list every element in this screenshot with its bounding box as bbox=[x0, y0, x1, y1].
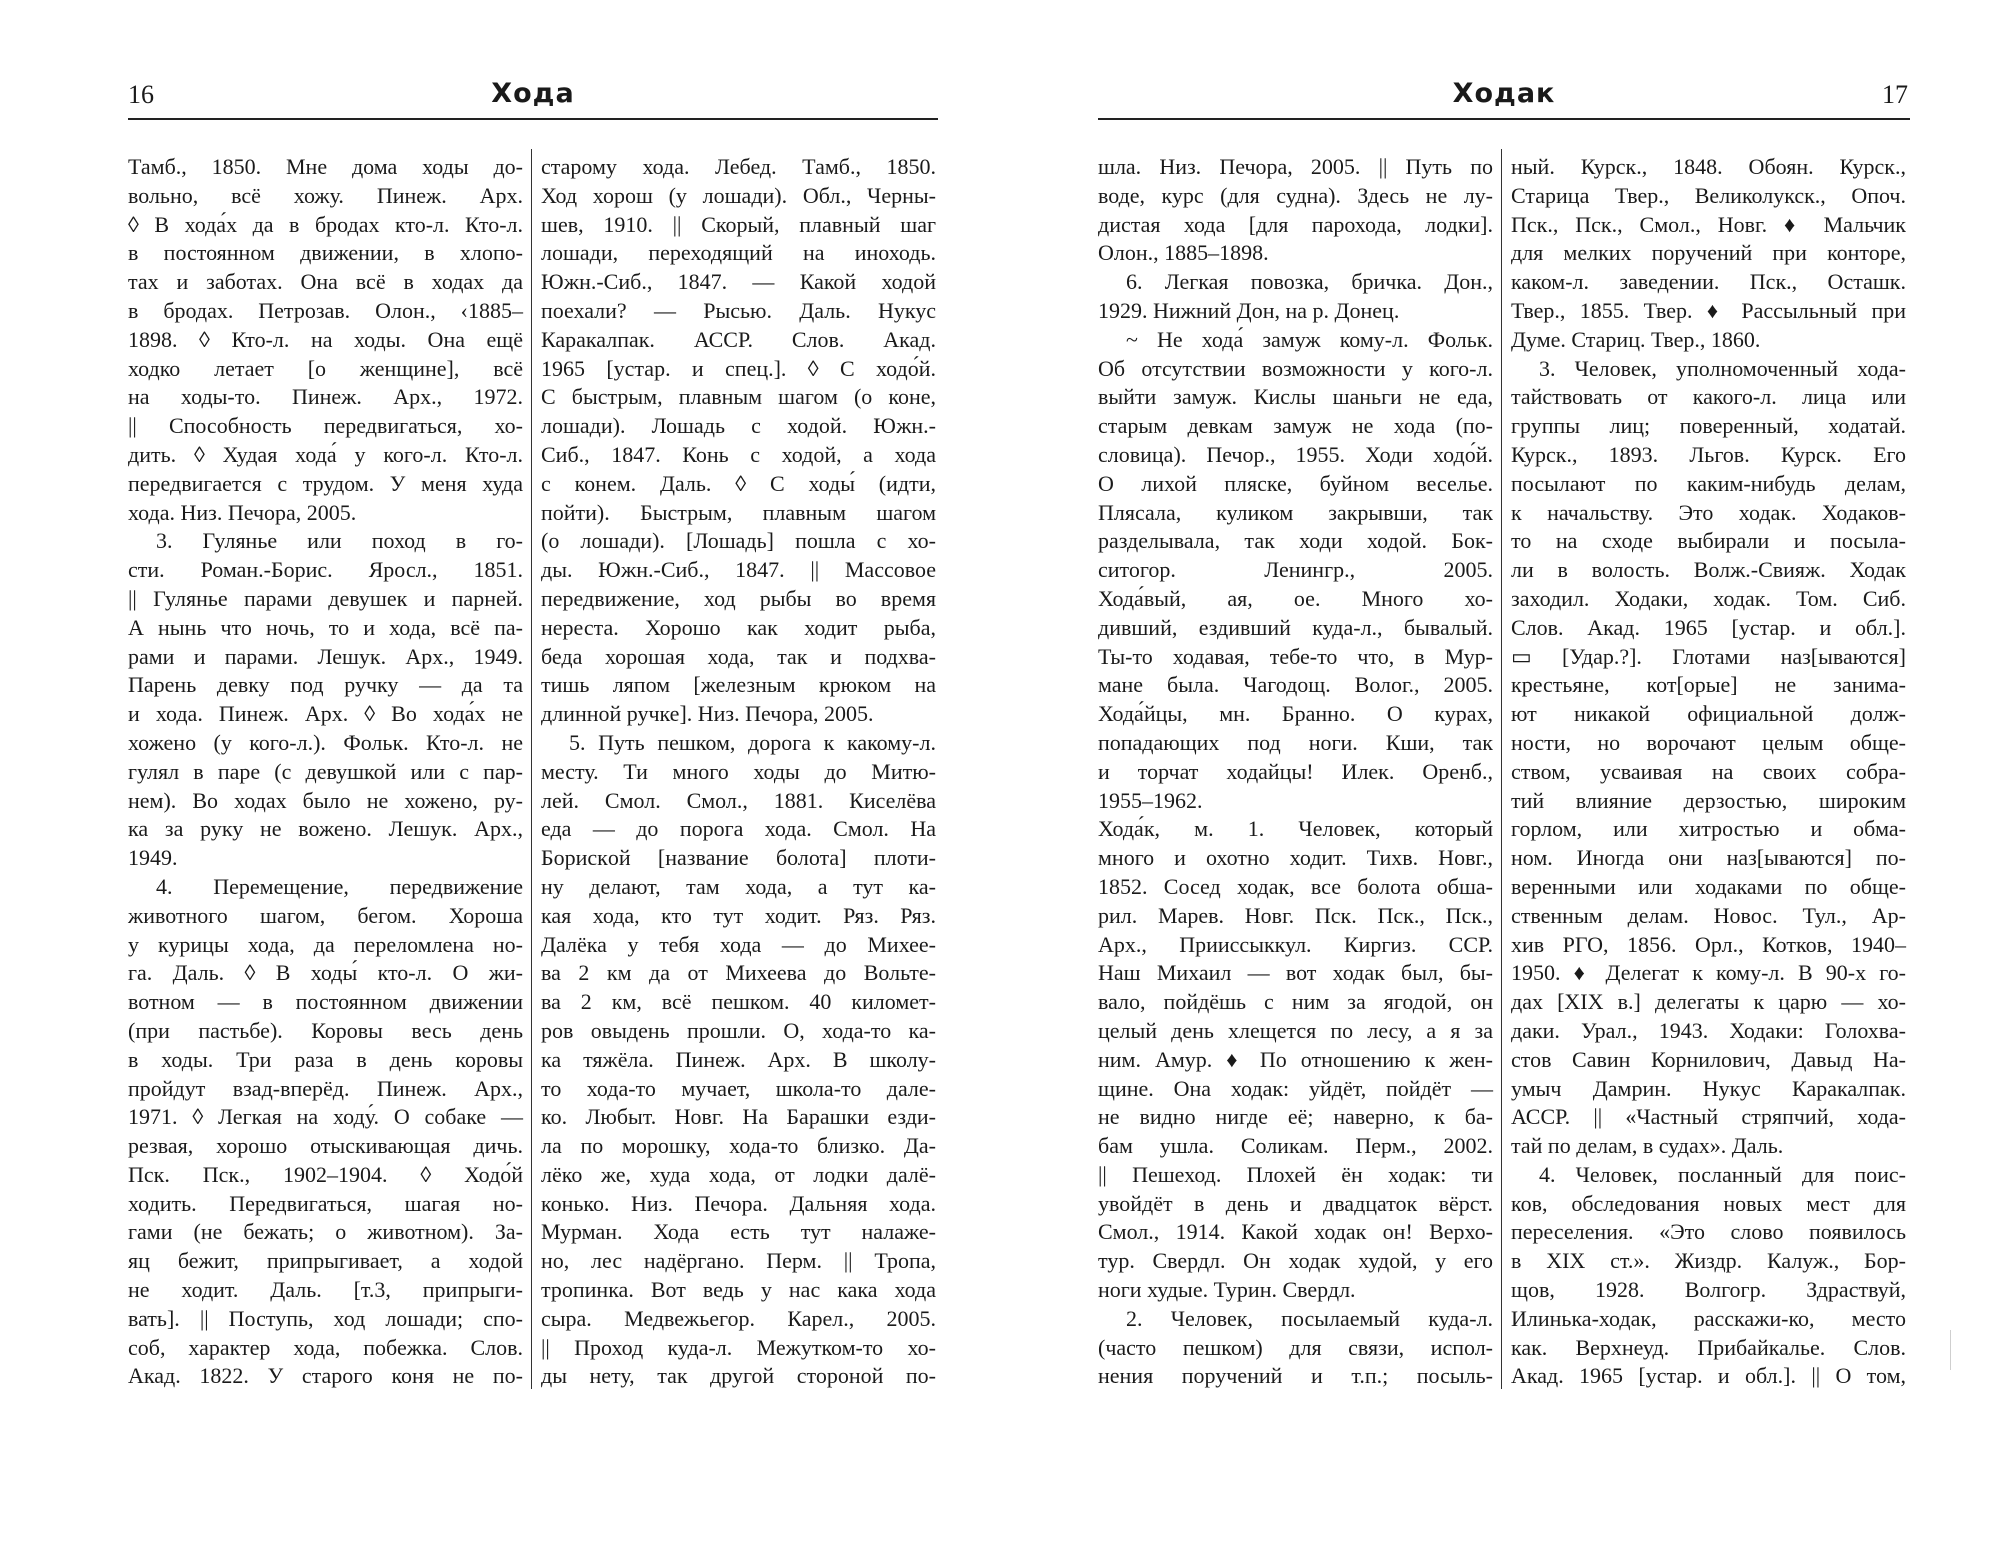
text-line: целый день хлещется по лесу, а я за bbox=[1098, 1017, 1493, 1043]
right-page bbox=[1098, 0, 1910, 1413]
text-line: 4. Человек, посланный для поис- bbox=[1539, 1161, 1906, 1187]
text-line: ва 2 км да от Михеева до Вольте- bbox=[541, 960, 936, 986]
text-line: гами (не бежать; о животном). За- bbox=[128, 1219, 523, 1245]
text-line: ном. Иногда они наз[ываются] по- bbox=[1511, 845, 1906, 871]
running-head-left bbox=[128, 78, 938, 120]
text-line: вотном — в постоянном движении bbox=[128, 989, 523, 1015]
text-line: стов Савин Корнилович, Давыд На- bbox=[1511, 1046, 1906, 1072]
text-line: Тамб., 1850. Мне дома ходы до- bbox=[128, 154, 523, 179]
guide-word-left: Хода bbox=[491, 78, 575, 109]
text-line: горлом, или хитростью и обма- bbox=[1511, 816, 1906, 842]
text-line: ним. Амур. ♦ По отношению к жен- bbox=[1098, 1046, 1493, 1072]
text-line: ко. Любыт. Новг. На Барашки езди- bbox=[541, 1104, 936, 1130]
text-line: хода. Низ. Печора, 2005. bbox=[128, 499, 357, 525]
text-line: соб, характер хода, побежка. Слов. bbox=[128, 1334, 523, 1360]
text-line: шев, 1910. || Скорый, плавный шаг bbox=[541, 211, 936, 237]
text-line: Борискoй [название болота] плоти- bbox=[541, 845, 936, 871]
text-line: ка за руку не вожено. Лешук. Арх., bbox=[128, 816, 523, 842]
text-line: га. Даль. ◊ В ходы́ кто-л. О жи- bbox=[128, 960, 523, 986]
text-line: хив РГО, 1856. Орл., Котков, 1940– bbox=[1511, 931, 1906, 957]
text-line: передвигается с трудом. У меня худа bbox=[128, 470, 523, 496]
text-line: тайствовать от какого-л. лица или bbox=[1511, 384, 1906, 410]
text-line: ный. Курск., 1848. Обоян. Курск., bbox=[1511, 154, 1906, 179]
text-line: разделывала, так ходи ходой. Бок- bbox=[1098, 528, 1493, 554]
text-line: крестьяне, кот[орые] не занима- bbox=[1511, 672, 1906, 698]
text-line: 3. Человек, уполномоченный хода- bbox=[1539, 355, 1906, 381]
text-line: 1965 [устар. и спец.]. ◊ С ходо́й. bbox=[541, 355, 936, 381]
text-line: Парень девку под ручку — да та bbox=[128, 672, 523, 698]
text-line: передвижение, ход рыбы во время bbox=[541, 585, 936, 611]
text-line: Наш Михаил — вот ходак был, бы- bbox=[1098, 960, 1493, 986]
text-line: || Пешеход. Плохей ён ходак: ти bbox=[1098, 1161, 1493, 1187]
text-line: но, лес надёргано. Перм. || Тропа, bbox=[541, 1248, 936, 1274]
text-line: веренными или ходаками по обще- bbox=[1511, 873, 1906, 899]
text-line: в XIX ст.». Жиздр. Калуж., Бор- bbox=[1511, 1248, 1906, 1274]
text-line: Об отсутствии возможности у кого-л. bbox=[1098, 355, 1493, 381]
text-line: Каракалпак. АССР. Слов. Акад. bbox=[541, 326, 936, 352]
right-page-column-2 bbox=[1511, 153, 1906, 1391]
text-line: 1955–1962. bbox=[1098, 787, 1203, 813]
text-line: шла. Низ. Печора, 2005. || Путь по bbox=[1098, 154, 1493, 179]
text-line: нения поручений и т.п.; посыль- bbox=[1098, 1363, 1493, 1389]
text-line: Олон., 1885–1898. bbox=[1098, 240, 1269, 266]
text-line: нереста. Хорошо как ходит рыба, bbox=[541, 614, 936, 640]
text-line: еда — до порога хода. Смол. На bbox=[541, 816, 936, 842]
text-line: тропинка. Вот ведь у нас кака хода bbox=[541, 1277, 936, 1303]
text-line: ▭ [Удар.?]. Глотами наз[ываются] bbox=[1511, 643, 1906, 669]
text-line: || Способность передвигаться, хо- bbox=[128, 413, 523, 439]
text-line: ва 2 км, всё пешком. 40 километ- bbox=[541, 989, 936, 1015]
text-line: (при пастьбе). Коровы весь день bbox=[128, 1017, 523, 1043]
text-line: 1971. ◊ Легкая на ходу́. О собаке — bbox=[128, 1104, 523, 1130]
text-line: вать]. || Поступь, ход лошади; спо- bbox=[128, 1305, 523, 1331]
text-line: ности, но ворочают целым общe- bbox=[1511, 729, 1906, 755]
text-line: тишь ляпом [железным крюком на bbox=[541, 672, 936, 698]
text-line: рил. Марев. Новг. Пск. Пск., Пск., bbox=[1098, 902, 1493, 928]
left-page-column-1 bbox=[128, 153, 523, 1391]
text-line: пройдут взад-вперёд. Пинеж. Арх., bbox=[128, 1075, 523, 1101]
guide-word-right: Ходак bbox=[1452, 78, 1556, 109]
left-page-columns bbox=[128, 153, 938, 1413]
text-line: Хода́вый, ая, ое. Много хо- bbox=[1098, 585, 1493, 611]
page-number-right: 17 bbox=[1882, 80, 1908, 109]
text-line: || Гулянье парами девушек и парней. bbox=[128, 585, 523, 611]
text-line: Арх., Прииссыккул. Киргиз. ССР. bbox=[1098, 931, 1493, 957]
text-line: пойти). Быстрым, плавным шагом bbox=[541, 499, 936, 525]
text-line: Акад. 1965 [устар. и обл.]. || О том, bbox=[1511, 1363, 1906, 1389]
text-line: к начальству. Это ходак. Ходаков- bbox=[1511, 499, 1906, 525]
text-line: 1950. ♦ Делегат к кому-л. В 90-х го- bbox=[1511, 960, 1906, 986]
text-line: тий влияние дерзостью, широким bbox=[1511, 787, 1906, 813]
text-line: 1929. Нижний Дон, на р. Донец. bbox=[1098, 297, 1400, 323]
text-line: для мелких поручений при конторе, bbox=[1511, 240, 1906, 266]
text-line: то на сходе выбирали и посыла- bbox=[1511, 528, 1906, 554]
text-line: ственным делам. Новос. Тул., Ар- bbox=[1511, 902, 1906, 928]
text-line: ноги худые. Турин. Свердл. bbox=[1098, 1277, 1356, 1303]
text-line: щине. Она ходак: уйдёт, пойдёт — bbox=[1098, 1075, 1493, 1101]
text-line: кая хода, кто тут ходит. Ряз. Ряз. bbox=[541, 902, 936, 928]
text-line: у курицы хода, да переломлена но- bbox=[128, 931, 523, 957]
text-line: Плясала, куликом закрывши, так bbox=[1098, 499, 1493, 525]
text-line: воде, курс (для судна). Здесь не лу- bbox=[1098, 182, 1493, 208]
text-line: Хода́йцы, мн. Бранно. О курах, bbox=[1098, 701, 1493, 727]
text-line: дить. ◊ Худая хода́ у кого-л. Кто-л. bbox=[128, 441, 523, 467]
text-line: резвая, хорошо отыскивающая дичь. bbox=[128, 1133, 523, 1159]
text-line: ют никакой официальной долж- bbox=[1511, 701, 1906, 727]
text-line: выйти замуж. Кислы шаньги не еда, bbox=[1098, 384, 1493, 410]
text-line: ходко летает [о женщине], всё bbox=[128, 355, 523, 381]
text-line: на ходы-то. Пинеж. Арх., 1972. bbox=[128, 384, 523, 410]
text-line: попадающих под ноги. Кши, так bbox=[1098, 729, 1493, 755]
text-line: Смол., 1914. Какой ходак он! Верхо- bbox=[1098, 1219, 1493, 1245]
text-line: бам ушла. Соликам. Перм., 2002. bbox=[1098, 1133, 1493, 1159]
text-line: сти. Роман.-Борис. Яросл., 1851. bbox=[128, 557, 523, 583]
text-line: Старица Твер., Великолукск., Опоч. bbox=[1511, 182, 1906, 208]
text-line: даки. Урал., 1943. Ходаки: Голохва- bbox=[1511, 1017, 1906, 1043]
text-line: увойдёт в день и двадцаток вёрст. bbox=[1098, 1190, 1493, 1216]
text-line: ходить. Передвигаться, шагая но- bbox=[128, 1190, 523, 1216]
text-line: тах и заботах. Она всё в ходах да bbox=[128, 269, 523, 295]
text-line: Илинька-ходак, расскажи-ко, место bbox=[1511, 1305, 1906, 1331]
text-line: Сиб., 1847. Конь с ходой, а хода bbox=[541, 441, 936, 467]
text-line: конько. Низ. Печора. Дальняя хода. bbox=[541, 1190, 936, 1216]
column-divider bbox=[531, 149, 532, 1389]
text-line: ды. Южн.-Сиб., 1847. || Массовое bbox=[541, 557, 936, 583]
text-line: 6. Легкая повозка, бричка. Дон., bbox=[1126, 269, 1493, 295]
text-line: С быстрым, плавным шагом (о коне, bbox=[541, 384, 936, 410]
text-line: в бродах. Петрозав. Олон., ‹1885– bbox=[128, 297, 523, 323]
text-line: рами и парами. Лешук. Арх., 1949. bbox=[128, 643, 523, 669]
text-line: и торчат ходайцы! Илек. Оренб., bbox=[1098, 758, 1493, 784]
text-line: словица). Печор., 1955. Ходи ходо́й. bbox=[1098, 441, 1493, 467]
text-line: дистая хода [для парохода, лодки]. bbox=[1098, 211, 1493, 237]
text-line: переселения. «Это слово появилось bbox=[1511, 1219, 1906, 1245]
text-line: Южн.-Сиб., 1847. — Какой ходой bbox=[541, 269, 936, 295]
left-page-column-2 bbox=[541, 153, 936, 1391]
text-line: 1852. Сосед ходак, все болота обша- bbox=[1098, 873, 1493, 899]
text-line: ~ Не хода́ замуж кому-л. Фольк. bbox=[1126, 326, 1493, 352]
text-line: ков, обследования новых мест для bbox=[1511, 1190, 1906, 1216]
text-line: А нынь что ночь, то и хода, всё па- bbox=[128, 614, 523, 640]
text-line: 1949. bbox=[128, 845, 178, 871]
text-line: Мурман. Хода есть тут налаже- bbox=[541, 1219, 936, 1245]
text-line: 5. Путь пешком, дорога к какому-л. bbox=[569, 729, 936, 755]
text-line: яц бежит, припрыгивает, а ходой bbox=[128, 1248, 523, 1274]
text-line: Думе. Стариц. Твер., 1860. bbox=[1511, 326, 1761, 352]
text-line: вало, пойдёшь с ним за ягодой, он bbox=[1098, 989, 1493, 1015]
text-line: ды нету, так другой стороной по- bbox=[541, 1363, 936, 1389]
right-page-columns bbox=[1098, 153, 1910, 1413]
text-line: много и охотно ходит. Тихв. Новг., bbox=[1098, 845, 1493, 871]
text-line: старым девкам замуж не хода (по- bbox=[1098, 413, 1493, 439]
text-line: и хода. Пинеж. Арх. ◊ Во хода́х не bbox=[128, 701, 523, 727]
text-line: старому хода. Лебед. Тамб., 1850. bbox=[541, 154, 936, 179]
text-line: ка тяжёла. Пинеж. Арх. В школу- bbox=[541, 1046, 936, 1072]
text-line: дивший, ездивший куда-л., бывалый. bbox=[1098, 614, 1493, 640]
text-line: Пск. Пск., 1902–1904. ◊ Ходо́й bbox=[128, 1161, 523, 1187]
text-line: Слов. Акад. 1965 [устар. и обл.]. bbox=[1511, 614, 1906, 640]
text-line: лошади, переходящий на иноходь. bbox=[541, 240, 936, 266]
text-line: 2. Человек, посылаемый куда-л. bbox=[1126, 1305, 1493, 1331]
text-line: дах [XIX в.] делегаты к царю — хо- bbox=[1511, 989, 1906, 1015]
text-line: заходил. Ходаки, ходак. Том. Сиб. bbox=[1511, 585, 1906, 611]
text-line: 4. Перемещение, передвижение bbox=[156, 873, 523, 899]
page-number-left: 16 bbox=[128, 80, 154, 109]
text-line: Курск., 1893. Льгов. Курск. Его bbox=[1511, 441, 1906, 467]
text-line: мане была. Чагодощ. Волог., 2005. bbox=[1098, 672, 1493, 698]
text-line: ством, усваивая на своих собра- bbox=[1511, 758, 1906, 784]
text-line: ров овыдень прошли. О, хода-то ка- bbox=[541, 1017, 936, 1043]
text-line: Пск., Пск., Смол., Новг. ♦ Мальчик bbox=[1511, 211, 1906, 237]
page-edge-mark bbox=[1950, 1330, 1951, 1370]
text-line: беда хорошая хода, так и подхва- bbox=[541, 643, 936, 669]
text-line: лёко же, худа хода, от лодки далё- bbox=[541, 1161, 936, 1187]
text-line: 3. Гулянье или поход в го- bbox=[156, 528, 523, 554]
text-line: ну делают, там хода, а тут ка- bbox=[541, 873, 936, 899]
text-line: лошади). Лошадь с ходой. Южн.- bbox=[541, 413, 936, 439]
text-line: с конем. Даль. ◊ С ходы́ (идти, bbox=[541, 470, 936, 496]
text-line: не видно нигде её; наверно, к ба- bbox=[1098, 1104, 1493, 1130]
text-line: ситогор. Ленингр., 2005. bbox=[1098, 557, 1493, 583]
running-head-right bbox=[1098, 78, 1910, 120]
text-line: ла по морошку, хода-то близко. Да- bbox=[541, 1133, 936, 1159]
text-line: ли в волость. Волж.-Свияж. Ходак bbox=[1511, 557, 1906, 583]
text-line: гулял в паре (с девушкой или с пар- bbox=[128, 758, 523, 784]
text-line: вольно, всё хожу. Пинеж. Арх. bbox=[128, 182, 523, 208]
text-line: тай по делам, в судах». Даль. bbox=[1511, 1133, 1784, 1159]
text-line: Ты-то ходавая, тебе-то что, в Мур- bbox=[1098, 643, 1493, 669]
text-line: 1898. ◊ Кто-л. на ходы. Она ещё bbox=[128, 326, 523, 352]
text-line: || Проход куда-л. Межутком-то хо- bbox=[541, 1334, 936, 1360]
text-line: животного шагом, бегом. Хороша bbox=[128, 902, 523, 928]
text-line: хожено (у кого-л.). Фольк. Кто-л. не bbox=[128, 729, 523, 755]
text-line: длинной ручке]. Низ. Печора, 2005. bbox=[541, 701, 874, 727]
text-line: лей. Смол. Смол., 1881. Киселёва bbox=[541, 787, 936, 813]
text-line: тур. Свердл. Он ходак худой, у его bbox=[1098, 1248, 1493, 1274]
text-line: Далёка у тебя хода — до Михее- bbox=[541, 931, 936, 957]
text-line: щов, 1928. Волгогр. Здраствуй, bbox=[1511, 1277, 1906, 1303]
text-line: Ход хорош (у лошади). Обл., Черны- bbox=[541, 182, 936, 208]
text-line: как. Верхнеуд. Прибайкалье. Слов. bbox=[1511, 1334, 1906, 1360]
text-line: Акад. 1822. У старого коня не по- bbox=[128, 1363, 523, 1389]
text-line: Твер., 1855. Твер. ♦ Рассыльный при bbox=[1511, 297, 1906, 323]
text-line: сыра. Медвежьегор. Карел., 2005. bbox=[541, 1305, 936, 1331]
text-line: месту. Ти много ходы до Митю- bbox=[541, 758, 936, 784]
text-line: ◊ В хода́х да в бродах кто-л. Кто-л. bbox=[128, 211, 523, 237]
text-line: (часто пешком) для связи, испол- bbox=[1098, 1334, 1493, 1360]
text-line: каком-л. заведении. Пск., Осташк. bbox=[1511, 269, 1906, 295]
text-line: (о лошади). [Лошадь] пошла с хо- bbox=[541, 528, 936, 554]
text-line: поехали? — Рысью. Даль. Нукус bbox=[541, 297, 936, 323]
text-line: группы лиц; поверенный, ходатай. bbox=[1511, 413, 1906, 439]
text-line: посылают по каким-нибудь делам, bbox=[1511, 470, 1906, 496]
text-line: О лихой пляске, буйном веселье. bbox=[1098, 470, 1493, 496]
right-page-column-1 bbox=[1098, 153, 1493, 1391]
text-line: умыч Дамрин. Нукус Каракалпак. bbox=[1511, 1075, 1906, 1101]
text-line: не ходит. Даль. [т.3, припрыги- bbox=[128, 1277, 523, 1303]
text-line: то хода-то мучает, школа-то дале- bbox=[541, 1075, 936, 1101]
text-line: в ходы. Три раза в день коровы bbox=[128, 1046, 523, 1072]
text-line: АССР. || «Частный стряпчий, хода- bbox=[1511, 1104, 1906, 1130]
left-page bbox=[128, 0, 938, 1413]
text-line: нем). Во ходах было не хожено, ру- bbox=[128, 787, 523, 813]
text-line: в постоянном движении, в хлопо- bbox=[128, 240, 523, 266]
column-divider bbox=[1501, 149, 1502, 1389]
text-line: Хода́к, м. 1. Человек, который bbox=[1098, 816, 1493, 842]
